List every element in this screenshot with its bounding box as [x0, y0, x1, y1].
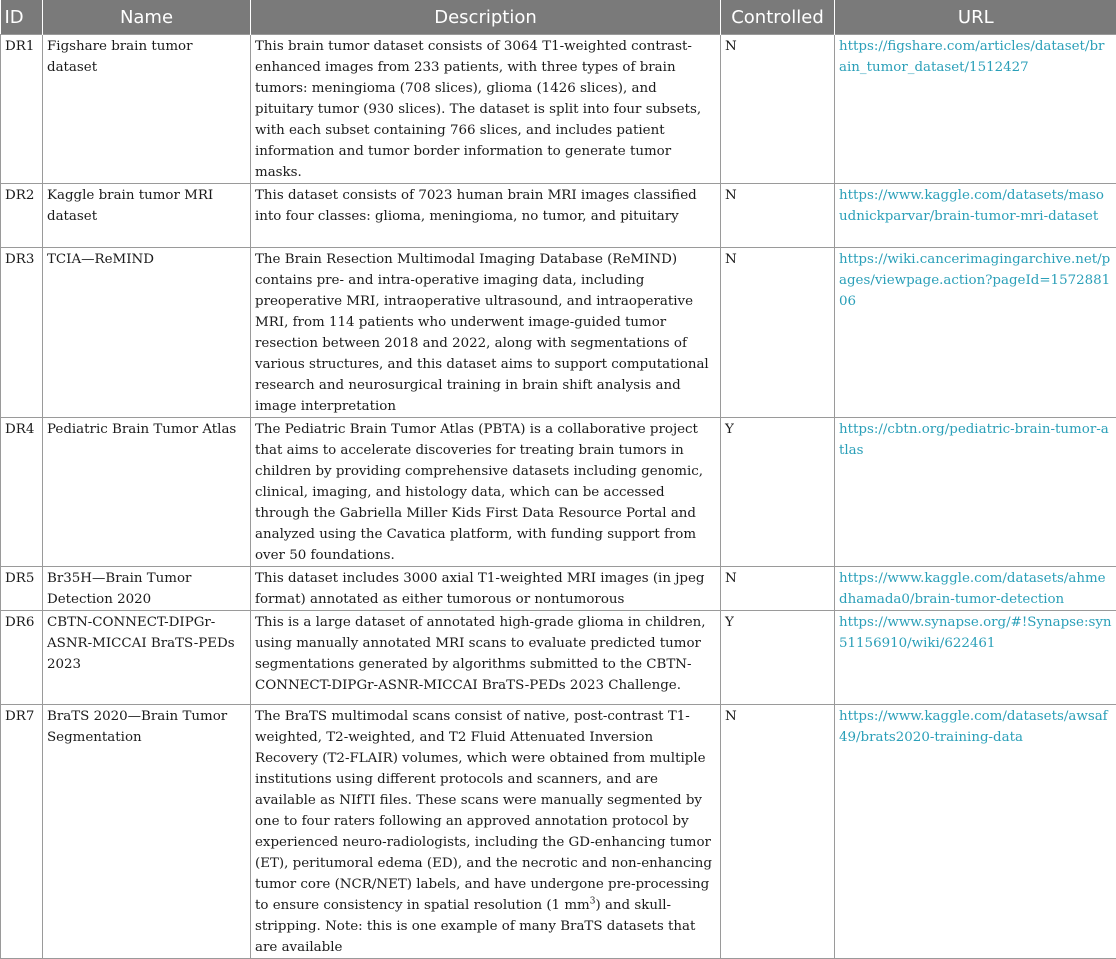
cell-name: CBTN-CONNECT-DIPGr-ASNR-MICCAI BraTS-PEDs 2023 [43, 611, 251, 705]
cell-controlled: Y [721, 418, 835, 567]
cell-controlled: N [721, 248, 835, 418]
cell-id: DR3 [1, 248, 43, 418]
cell-id: DR2 [1, 184, 43, 248]
cell-description: The Brain Resection Multimodal Imaging Database (ReMIND) contains pre- and intra-operative imaging data, including preoperative MRI, intraoperative ultrasound, and intraoperative MRI, from 114 patients who underwent image-guided tumor resection between 2018 and 2022, along with segmentations of various structures, and this dataset aims to support computational research and neurosurgical training in brain shift analysis and image interpretation [251, 248, 721, 418]
cell-controlled: N [721, 184, 835, 248]
cell-description: The Pediatric Brain Tumor Atlas (PBTA) is a collaborative project that aims to accelerate discoveries for treating brain tumors in children by providing comprehensive datasets including genomic, clinical, imaging, and histology data, which can be accessed through the Gabriella Miller Kids First Data Resource Portal and analyzed using the Cavatica platform, with funding support from over 50 foundations. [251, 418, 721, 567]
table-row [1, 611, 1116, 705]
header-controlled: Controlled [721, 0, 835, 35]
cell-controlled: Y [721, 611, 835, 705]
header-id: ID [1, 0, 43, 35]
dataset-link[interactable]: https://www.synapse.org/#!Synapse:syn51156910/wiki/622461 [839, 615, 1112, 651]
table-row [1, 418, 1116, 567]
cell-url [835, 184, 1116, 248]
cell-id: DR6 [1, 611, 43, 705]
dataset-link[interactable]: https://www.kaggle.com/datasets/masoudnickparvar/brain-tumor-mri-dataset [839, 188, 1104, 224]
header-name: Name [43, 0, 251, 35]
cell-id: DR4 [1, 418, 43, 567]
cell-name: Pediatric Brain Tumor Atlas [43, 418, 251, 567]
dataset-link[interactable]: https://cbtn.org/pediatric-brain-tumor-atlas [839, 422, 1109, 458]
cell-description: This is a large dataset of annotated high-grade glioma in children, using manually annotated MRI scans to evaluate predicted tumor segmentations generated by algorithms submitted to the CBTN-CONNECT-DIPGr-ASNR-MICCAI BraTS-PEDs 2023 Challenge. [251, 611, 721, 705]
header-description: Description [251, 0, 721, 35]
cell-description: This brain tumor dataset consists of 3064 T1-weighted contrast-enhanced images from 233 patients, with three types of brain tumors: meningioma (708 slices), glioma (1426 slices), and pituitary tumor (930 slices). The dataset is split into four subsets, with each subset containing 766 slices, and includes patient information and tumor border information to generate tumor masks. [251, 35, 721, 184]
cell-controlled: N [721, 705, 835, 959]
cell-url [835, 35, 1116, 184]
table-row [1, 184, 1116, 248]
table-row [1, 35, 1116, 184]
cell-description: This dataset includes 3000 axial T1-weighted MRI images (in jpeg format) annotated as either tumorous or nontumorous [251, 567, 721, 611]
cell-url [835, 611, 1116, 705]
dataset-link[interactable]: https://figshare.com/articles/dataset/brain_tumor_dataset/1512427 [839, 39, 1104, 75]
table-row [1, 567, 1116, 611]
cell-url [835, 567, 1116, 611]
cell-description [251, 705, 721, 959]
cell-description: This dataset consists of 7023 human brain MRI images classified into four classes: glioma, meningioma, no tumor, and pituitary [251, 184, 721, 248]
header-url: URL [835, 0, 1116, 35]
cell-name: BraTS 2020—Brain Tumor Segmentation [43, 705, 251, 959]
cell-name: Br35H—Brain Tumor Detection 2020 [43, 567, 251, 611]
cell-url [835, 418, 1116, 567]
cell-controlled: N [721, 567, 835, 611]
dataset-link[interactable]: https://www.kaggle.com/datasets/awsaf49/brats2020-training-data [839, 709, 1108, 745]
cell-name: TCIA—ReMIND [43, 248, 251, 418]
table-row [1, 248, 1116, 418]
cell-id: DR1 [1, 35, 43, 184]
superscript: 3 [590, 897, 596, 907]
cell-name: Figshare brain tumor dataset [43, 35, 251, 184]
cell-controlled: N [721, 35, 835, 184]
cell-id: DR7 [1, 705, 43, 959]
cell-url [835, 705, 1116, 959]
description-text: ) and skull-stripping. Note: this is one example of many BraTS datasets that are available [255, 898, 695, 955]
cell-url [835, 248, 1116, 418]
description-text: The BraTS multimodal scans consist of native, post-contrast T1-weighted, T2-weighted, and T2 Fluid Attenuated Inversion Recovery (T2-FLAIR) volumes, which were obtained from multiple institutions using different protocols and scanners, and are available as NIfTI files. These scans were manually segmented by one to four raters following an approved annotation protocol by experienced neuro-radiologists, including the GD-enhancing tumor (ET), peritumoral edema (ED), and the necrotic and non-enhancing tumor core (NCR/NET) labels, and have undergone pre-processing to ensure consistency in spatial resolution (1 mm [255, 709, 712, 913]
header-row [1, 0, 1116, 35]
table-row [1, 705, 1116, 959]
dataset-link[interactable]: https://wiki.cancerimagingarchive.net/pages/viewpage.action?pageId=157288106 [839, 252, 1110, 309]
cell-name: Kaggle brain tumor MRI dataset [43, 184, 251, 248]
cell-id: DR5 [1, 567, 43, 611]
dataset-link[interactable]: https://www.kaggle.com/datasets/ahmedhamada0/brain-tumor-detection [839, 571, 1106, 607]
